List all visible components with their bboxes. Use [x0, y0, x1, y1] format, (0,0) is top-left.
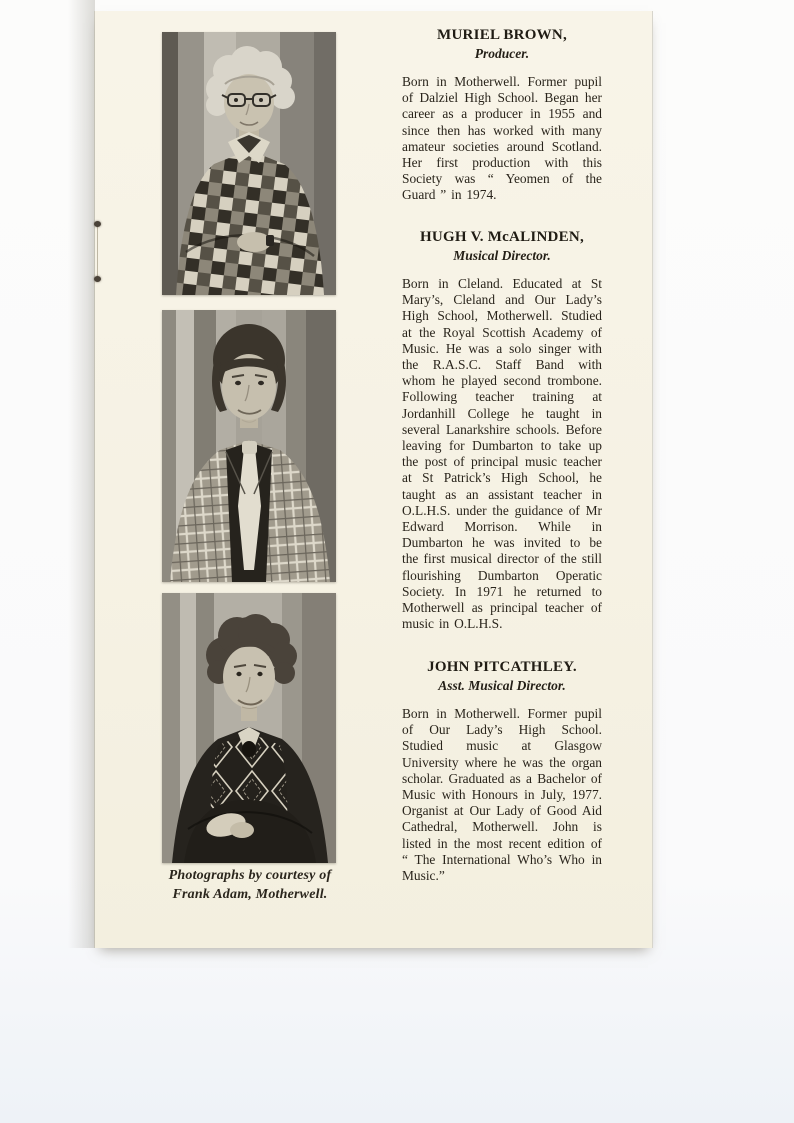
bio-text-john-pitcathley: Born in Motherwell. Former pupil of Our Lady’s High School. Studied music at Glasgow University where he was the organ scholar. Graduated as a Bachelor of Music with Honours in July, 1977. Organist at Our Lady of Good Aid Cathedral, Motherwell. John is listed in the most recent edition of “ The International Who’s Who in Music.”: [402, 706, 602, 884]
portrait-muriel-brown-svg: [162, 32, 336, 295]
photo-credit-caption: [115, 866, 385, 904]
photo-credit-line2: Frank Adam, Motherwell.: [172, 887, 328, 902]
bio-text-hugh-mcalinden: Born in Cleland. Educated at St Mary’s, Cleland and Our Lady’s High School, Motherwell. Studied at the Royal Scottish Academy of Music. He was a solo singer with the R.A.S.C. Staff Band with whom he played second trombone. Following teacher training at Jordanhill College he taught in several Lanarkshire schools. Before leaving for Dumbarton to take up the post of principal music teacher at St Patrick’s High School, he taught as an assistant teacher in O.L.H.S. under the guidance of Mr Edward Morrison. While in Dumbarton he was invited to be the first musical director of the still flourishing Dumbarton Operatic Society. In 1971 he returned to Motherwell as principal teacher of music in O.L.H.S.: [402, 276, 602, 632]
bio-section-muriel-brown: [402, 26, 602, 204]
person-role-producer: Producer.: [474, 46, 530, 61]
staple-mark: [94, 276, 101, 282]
person-name-hugh-mcalinden: HUGH V. McALINDEN,: [420, 229, 584, 245]
portrait-photo-muriel-brown: [162, 32, 336, 295]
person-name-muriel-brown: MURIEL BROWN,: [437, 27, 567, 43]
portrait-john-pitcathley-svg: [162, 593, 336, 863]
staple-wire: [97, 224, 98, 281]
person-name-john-pitcathley: JOHN PITCATHLEY.: [427, 659, 577, 675]
portrait-hugh-mcalinden-svg: [162, 310, 336, 582]
photo-credit-line1: Photographs by courtesy of: [168, 868, 332, 883]
portrait-photo-hugh-mcalinden: [162, 310, 336, 582]
portrait-photo-john-pitcathley: [162, 593, 336, 863]
bio-section-john-pitcathley: [402, 658, 602, 884]
staple-mark: [94, 221, 101, 227]
person-role-asst-musical-director: Asst. Musical Director.: [438, 678, 566, 693]
person-role-musical-director: Musical Director.: [453, 248, 551, 263]
bio-text-muriel-brown: Born in Motherwell. Former pupil of Dalziel High School. Began her career as a producer in 1955 and since then has worked with many amateur societies around Scotland. Her first production with this Society was “ Yeomen of the Guard ” in 1974.: [402, 74, 602, 203]
bio-section-hugh-mcalinden: [402, 228, 602, 632]
spine-shadow: [68, 0, 95, 948]
